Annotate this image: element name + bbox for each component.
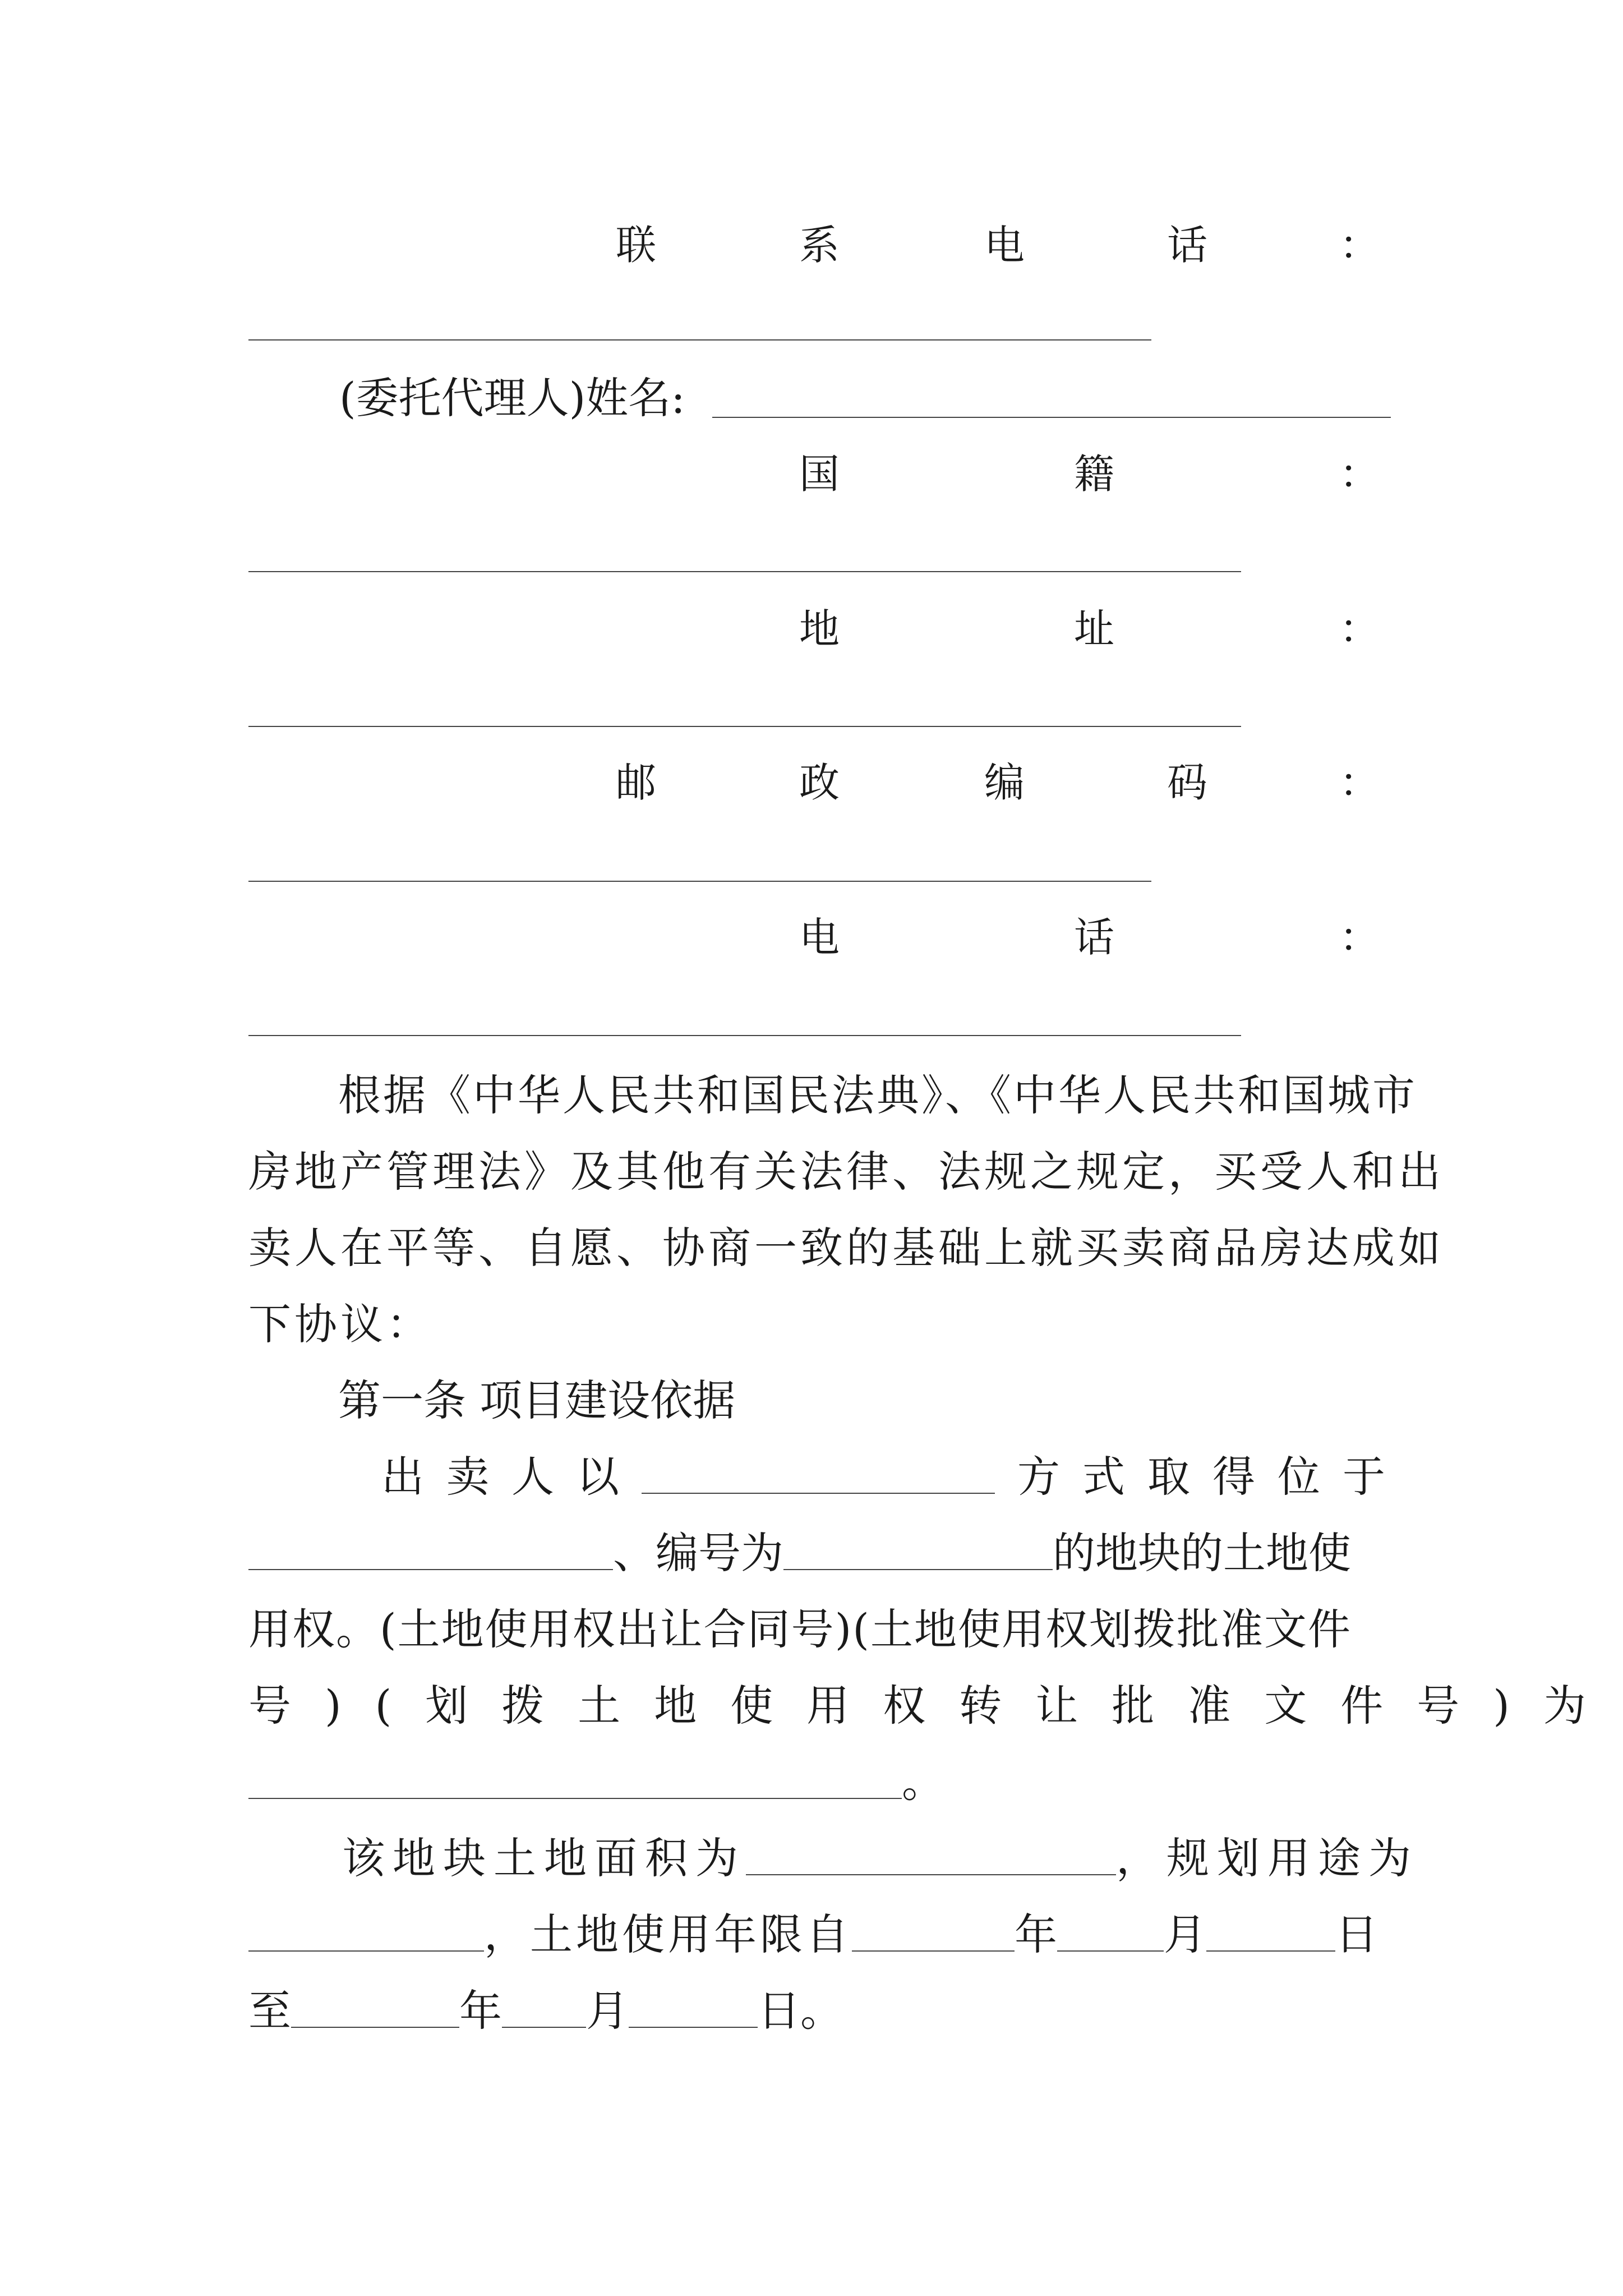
p1-line-3: 用权。(土地使用权出让合同号)(土地使用权划拨批准文件	[248, 1604, 1352, 1654]
agent-postcode-char-2: 政	[799, 759, 840, 806]
agent-nationality-colon: ：	[1339, 450, 1380, 498]
p2-end-month-label: 月	[586, 1986, 629, 2036]
preamble-line-2: 房地产管理法》及其他有关法律、法规之规定，买受人和出	[248, 1147, 1444, 1197]
p1-period: 。	[902, 1757, 944, 1807]
p1-seller-by: 出卖人以	[381, 1452, 642, 1502]
contact-phone-char-4: 话	[1167, 222, 1208, 269]
p2-end-day-blank[interactable]	[629, 1987, 758, 2028]
agent-name-label: (委托代理人)姓名:	[339, 373, 685, 423]
p1-document-number-blank[interactable]	[248, 1759, 902, 1799]
p1-land-use-right-of-plot: 的地块的土地使	[1053, 1528, 1351, 1578]
agent-postcode-char-4: 码	[1167, 759, 1208, 806]
contact-phone-char-3: 电	[984, 222, 1025, 269]
p2-planned-use-blank[interactable]	[248, 1911, 484, 1952]
contact-phone-colon: ：	[1339, 222, 1380, 269]
p1-number-is: 、编号为	[613, 1528, 783, 1578]
p1-line-4: 号)(划拨土地使用权转让批准文件号)为	[248, 1681, 1620, 1731]
agent-phone-char-1: 电	[799, 914, 840, 961]
preamble-line-4: 下协议：	[248, 1299, 432, 1349]
p2-start-year-label: 年	[1015, 1910, 1057, 1959]
p2-end-year-label: 年	[459, 1986, 502, 2036]
agent-phone-colon: ：	[1339, 914, 1380, 961]
p2-start-month-blank[interactable]	[1057, 1911, 1164, 1952]
p2-end-year-blank[interactable]	[291, 1987, 459, 2028]
agent-postcode-colon: ：	[1339, 759, 1380, 806]
agent-address-colon: ：	[1339, 605, 1380, 652]
p2-start-day-label: 日	[1335, 1910, 1378, 1959]
contact-phone-char-1: 联	[616, 222, 657, 269]
p2-end-month-blank[interactable]	[502, 1987, 586, 2028]
agent-nationality-char-1: 国	[799, 450, 840, 498]
p2-land-use-term-from: ，土地使用年限自	[484, 1910, 852, 1959]
article-1-heading: 第一条 项目建设依据	[338, 1375, 736, 1425]
preamble-line-1: 根据《中华人民共和国民法典》、《中华人民共和国城市	[338, 1070, 1417, 1120]
p1-acquisition-method-blank[interactable]	[642, 1453, 995, 1494]
agent-name-blank-line[interactable]	[712, 417, 1391, 418]
agent-address-char-2: 址	[1074, 605, 1115, 652]
preamble-line-3: 卖人在平等、自愿、协商一致的基础上就买卖商品房达成如	[248, 1223, 1444, 1273]
p1-acquired-located-at: 方式取得位于	[1017, 1452, 1408, 1502]
agent-address-char-1: 地	[799, 605, 840, 652]
p2-start-year-blank[interactable]	[852, 1911, 1015, 1952]
agent-postcode-char-1: 邮	[616, 759, 657, 806]
p2-planned-use-is: ，规划用途为	[1116, 1833, 1419, 1883]
p2-land-area-is: 该地块土地面积为	[342, 1833, 746, 1883]
agent-nationality-char-2: 籍	[1074, 450, 1115, 498]
p2-start-month-label: 月	[1164, 1910, 1206, 1959]
agent-postcode-blank-line[interactable]	[248, 881, 1151, 882]
p2-end-day-label: 日。	[758, 1986, 843, 2036]
agent-postcode-char-3: 编	[984, 759, 1025, 806]
p2-start-day-blank[interactable]	[1206, 1911, 1335, 1952]
p2-to-label: 至	[248, 1986, 291, 2036]
p1-location-blank[interactable]	[248, 1530, 613, 1570]
contact-phone-blank-line[interactable]	[248, 339, 1151, 341]
agent-address-blank-line[interactable]	[248, 726, 1241, 727]
agent-phone-char-2: 话	[1074, 914, 1115, 961]
p1-plot-number-blank[interactable]	[783, 1530, 1053, 1570]
agent-nationality-blank-line[interactable]	[248, 571, 1241, 572]
contact-phone-char-2: 系	[799, 222, 840, 269]
p2-land-area-blank[interactable]	[746, 1835, 1116, 1875]
agent-phone-blank-line[interactable]	[248, 1035, 1241, 1036]
